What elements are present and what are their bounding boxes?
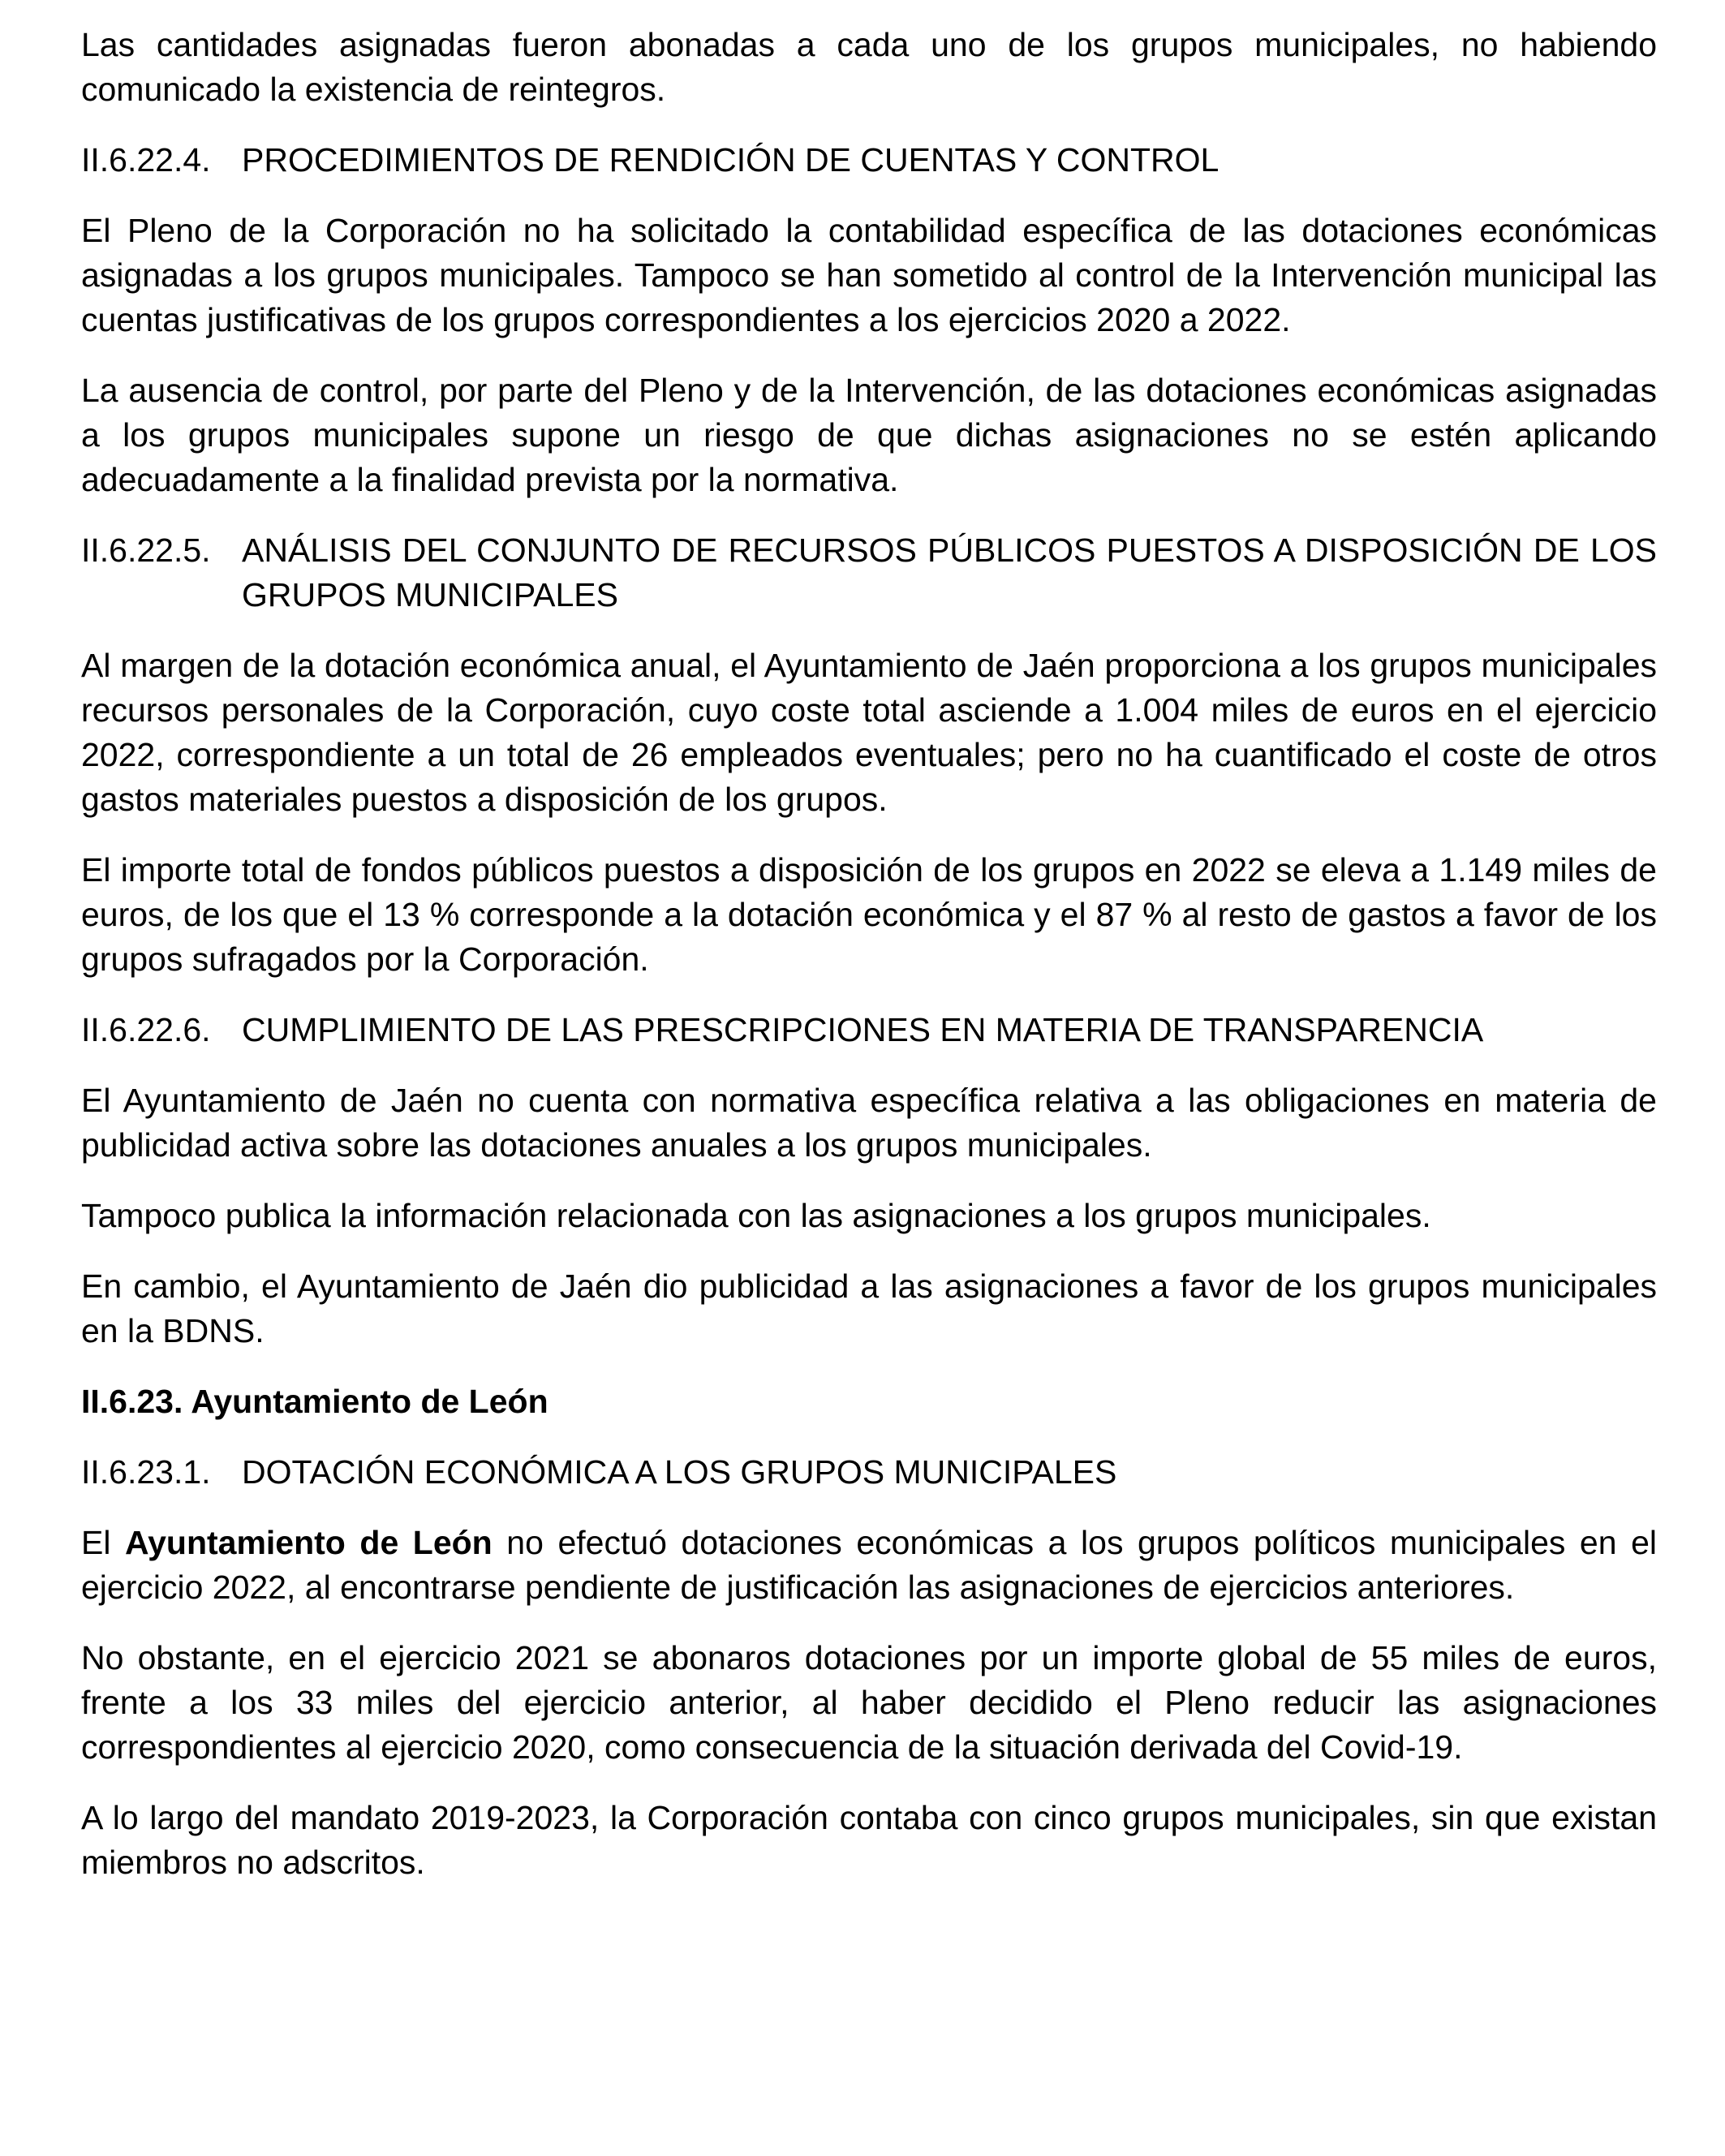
- paragraph-reintegros: Las cantidades asignadas fueron abonadas a cada uno de los grupos municipales, no habiendo comunicado la existencia de reintegros.: [81, 26, 1657, 108]
- section-number: II.6.23.1.: [81, 1453, 211, 1491]
- bold-ayuntamiento-leon: Ayuntamiento de León: [125, 1524, 493, 1561]
- section-number: II.6.22.4.: [81, 141, 211, 179]
- paragraph-mandato: A lo largo del mandato 2019-2023, la Corporación contaba con cinco grupos municipales, sin que existan miembros no adscritos.: [81, 1799, 1657, 1881]
- heading-recursos-publicos: [81, 528, 1657, 618]
- heading-rendicion-cuentas: [81, 138, 1657, 183]
- paragraph-importe-total: El importe total de fondos públicos puestos a disposición de los grupos en 2022 se eleva a 1.149 miles de euros, de los que el 13 % corresponde a la dotación económica y el 87 % al resto de gastos a favor de los grupos sufragados por la Corporación.: [81, 851, 1657, 978]
- paragraph-ausencia-control: La ausencia de control, por parte del Pleno y de la Intervención, de las dotaciones económicas asignadas a los grupos municipales supone un riesgo de que dichas asignaciones no se estén aplicando adecuadamente a la finalidad prevista por la normativa.: [81, 372, 1657, 498]
- paragraph-recursos-personales: Al margen de la dotación económica anual, el Ayuntamiento de Jaén proporciona a los grupos municipales recursos personales de la Corporación, cuyo coste total asciende a 1.004 miles de euros en el ejercicio 2022, correspondiente a un total de 26 empleados eventuales; pero no ha cuantificado el coste de otros gastos materiales puestos a disposición de los grupos.: [81, 647, 1657, 818]
- heading-dotacion-economica: [81, 1450, 1657, 1495]
- heading-transparencia: [81, 1008, 1657, 1052]
- section-title: CUMPLIMIENTO DE LAS PRESCRIPCIONES EN MATERIA DE TRANSPARENCIA: [242, 1011, 1484, 1048]
- section-number: II.6.22.5.: [81, 531, 211, 569]
- section-title: ANÁLISIS DEL CONJUNTO DE RECURSOS PÚBLICOS PUESTOS A DISPOSICIÓN DE LOS GRUPOS MUNICIPALES: [242, 531, 1657, 613]
- section-number: II.6.22.6.: [81, 1011, 211, 1048]
- paragraph-leon-dotaciones: El Ayuntamiento de León no efectuó dotaciones económicas a los grupos políticos municipales en el ejercicio 2022, al encontrarse pendiente de justificación las asignaciones de ejercicios anteriores.: [81, 1524, 1657, 1606]
- document-page: [81, 23, 1657, 1911]
- paragraph-normativa: El Ayuntamiento de Jaén no cuenta con normativa específica relativa a las obligaciones en materia de publicidad activa sobre las dotaciones anuales a los grupos municipales.: [81, 1082, 1657, 1164]
- section-title: PROCEDIMIENTOS DE RENDICIÓN DE CUENTAS Y CONTROL: [242, 141, 1220, 179]
- paragraph-ejercicio-2021: No obstante, en el ejercicio 2021 se abonaros dotaciones por un importe global de 55 miles de euros, frente a los 33 miles del ejercicio anterior, al haber decidido el Pleno reducir las asignaciones correspondientes al ejercicio 2020, como consecuencia de la situación derivada del Covid-19.: [81, 1639, 1657, 1766]
- paragraph-bdns: En cambio, el Ayuntamiento de Jaén dio publicidad a las asignaciones a favor de los grupos municipales en la BDNS.: [81, 1267, 1657, 1349]
- paragraph-contabilidad: El Pleno de la Corporación no ha solicitado la contabilidad específica de las dotaciones económicas asignadas a los grupos municipales. Tampoco se han sometido al control de la Intervención municipal las cuentas justificativas de los grupos correspondientes a los ejercicios 2020 a 2022.: [81, 212, 1657, 338]
- heading-ayuntamiento-leon: II.6.23. Ayuntamiento de León: [81, 1383, 548, 1420]
- paragraph-no-publica: Tampoco publica la información relacionada con las asignaciones a los grupos municipales.: [81, 1197, 1431, 1234]
- section-title: DOTACIÓN ECONÓMICA A LOS GRUPOS MUNICIPALES: [242, 1453, 1117, 1491]
